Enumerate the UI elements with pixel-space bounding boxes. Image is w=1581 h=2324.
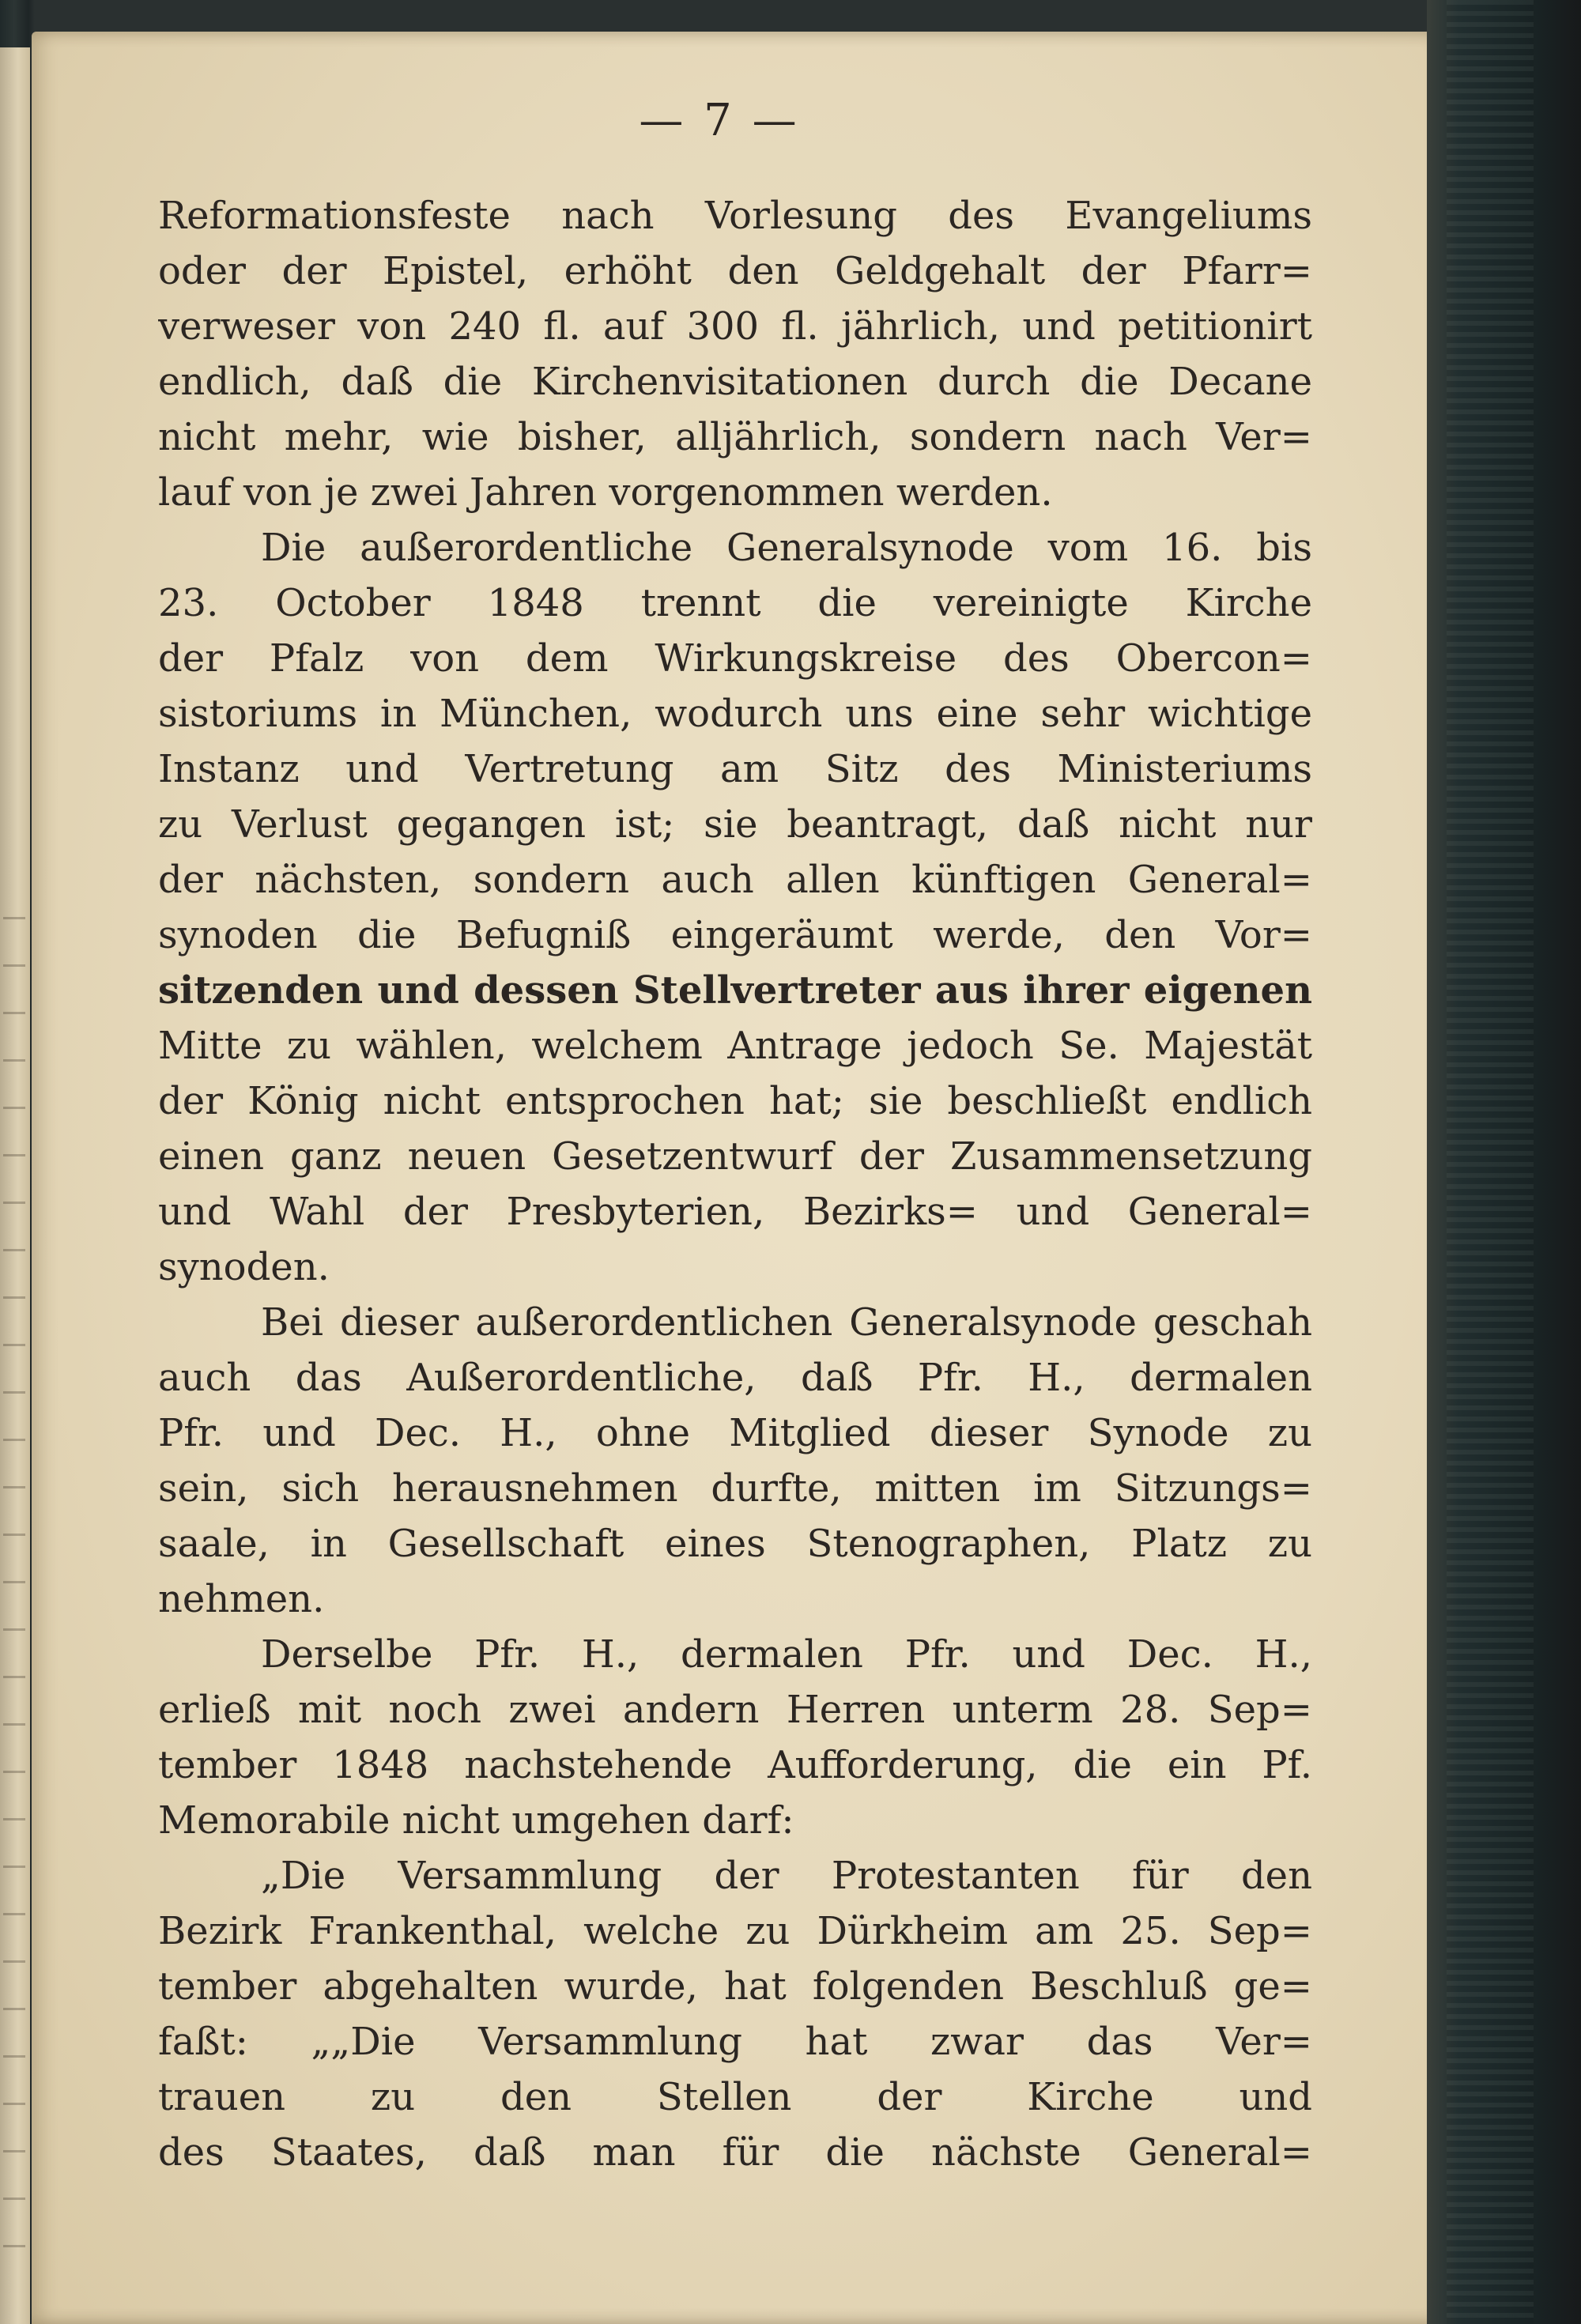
text-line: erließ mit noch zwei andern Herren unterm 28. Sep= — [158, 1688, 1312, 1732]
text-line: endlich, daß die Kirchenvisitationen durch die Decane — [158, 360, 1312, 404]
body-text — [158, 188, 1312, 2180]
text-line: synoden die Befugniß eingeräumt werde, den Vor= — [158, 913, 1312, 957]
text-line: nicht mehr, wie bisher, alljährlich, sondern nach Ver= — [158, 415, 1312, 459]
text-line: verweser von 240 fl. auf 300 fl. jährlich, und petitionirt — [158, 304, 1312, 349]
text-line: sistoriums in München, wodurch uns eine sehr wichtige — [158, 692, 1312, 736]
text-line: Bei dieser außerordentlichen Generalsynode geschah — [261, 1300, 1312, 1345]
text-line: Memorabile nicht umgehen darf: — [158, 1798, 794, 1843]
text-line: 23. October 1848 trennt die vereinigte Kirche — [158, 581, 1312, 625]
text-line: einen ganz neuen Gesetzentwurf der Zusammensetzung — [158, 1134, 1312, 1179]
text-line: der König nicht entsprochen hat; sie beschließt endlich — [158, 1079, 1312, 1123]
text-line: oder der Epistel, erhöht den Geldgehalt der Pfarr= — [158, 249, 1312, 293]
text-line: trauen zu den Stellen der Kirche und — [158, 2075, 1312, 2119]
text-line: des Staates, daß man für die nächste General= — [158, 2130, 1312, 2175]
text-line: Die außerordentliche Generalsynode vom 16. bis — [261, 526, 1312, 570]
text-line: und Wahl der Presbyterien, Bezirks= und General= — [158, 1190, 1312, 1234]
text-line: synoden. — [158, 1245, 330, 1289]
text-line: saale, in Gesellschaft eines Stenographen, Platz zu — [158, 1522, 1312, 1566]
text-line: Mitte zu wählen, welchem Antrage jedoch Se. Majestät — [158, 1024, 1312, 1068]
text-line: auch das Außerordentliche, daß Pfr. H., dermalen — [158, 1356, 1312, 1400]
text-line: „Die Versammlung der Protestanten für den — [261, 1854, 1312, 1898]
text-line: der Pfalz von dem Wirkungskreise des Obercon= — [158, 636, 1312, 681]
text-line: Bezirk Frankenthal, welche zu Dürkheim am 25. Sep= — [158, 1909, 1312, 1953]
text-line: tember 1848 nachstehende Aufforderung, die ein Pf. — [158, 1743, 1312, 1787]
text-line: nehmen. — [158, 1577, 325, 1621]
text-line: der nächsten, sondern auch allen künftigen General= — [158, 858, 1312, 902]
text-line: lauf von je zwei Jahren vorgenommen werden. — [158, 470, 1053, 515]
text-line: zu Verlust gegangen ist; sie beantragt, daß nicht nur — [158, 802, 1312, 847]
text-line: tember abgehalten wurde, hat folgenden Beschluß ge= — [158, 1964, 1312, 2009]
previous-page-text-edge — [3, 917, 25, 2261]
text-line: Pfr. und Dec. H., ohne Mitglied dieser Synode zu — [158, 1411, 1312, 1455]
cover-texture — [1447, 0, 1534, 2324]
text-line: Instanz und Vertretung am Sitz des Ministeriums — [158, 747, 1312, 791]
text-line: sitzenden und dessen Stellvertreter aus ihrer eigenen — [158, 968, 1312, 1013]
text-line: sein, sich herausnehmen durfte, mitten im Sitzungs= — [158, 1466, 1312, 1511]
text-line: Derselbe Pfr. H., dermalen Pfr. und Dec. H., — [261, 1632, 1312, 1677]
text-line: Reformationsfeste nach Vorlesung des Evangeliums — [158, 194, 1312, 238]
previous-page-edge — [0, 47, 30, 2324]
page-number: — 7 — — [639, 95, 800, 146]
text-line: faßt: „„Die Versammlung hat zwar das Ver= — [158, 2020, 1312, 2064]
